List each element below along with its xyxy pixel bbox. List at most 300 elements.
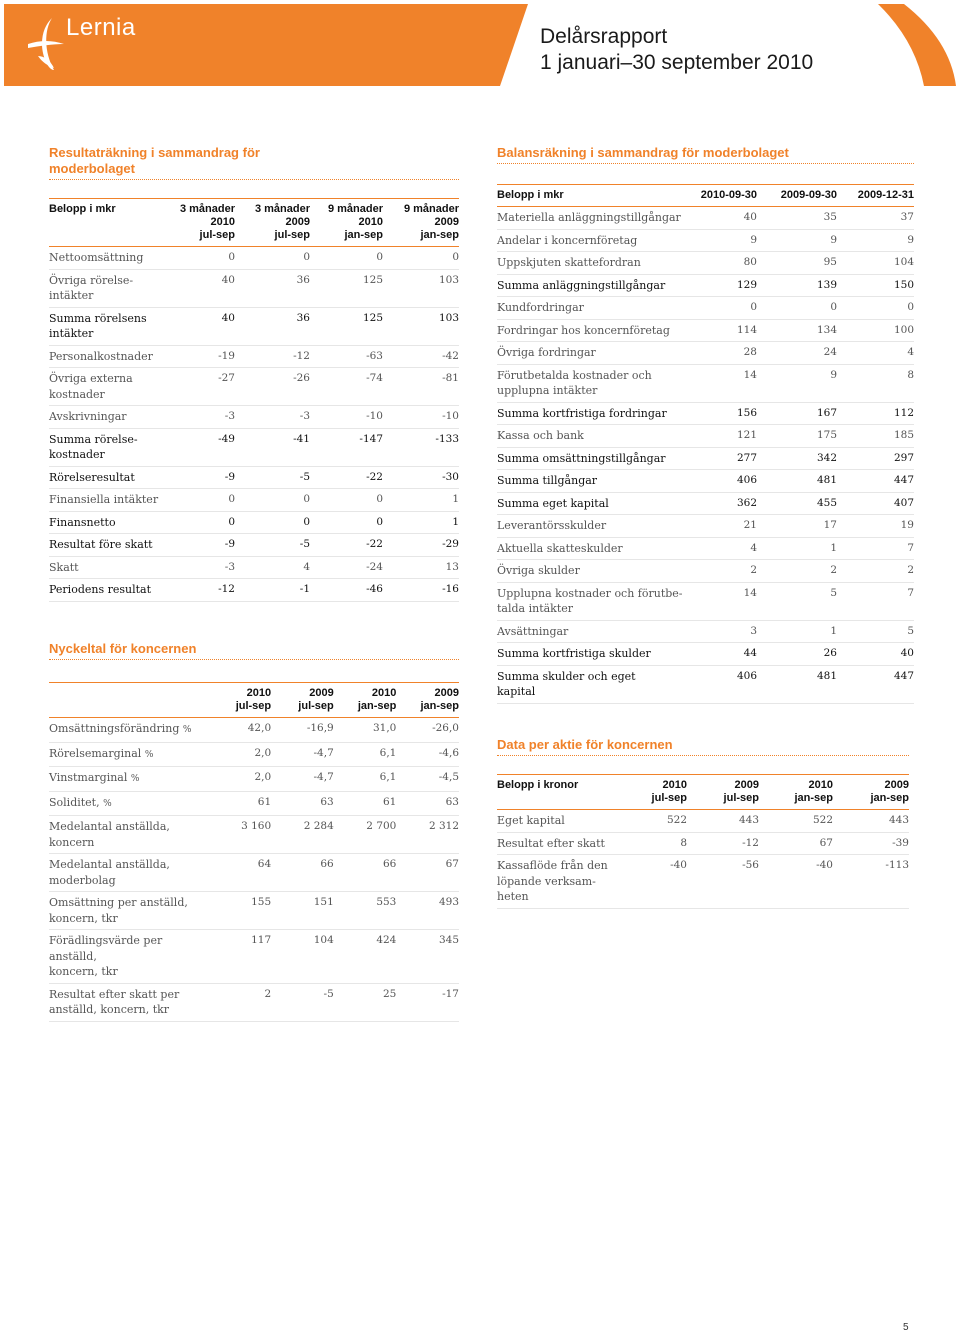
balance-sheet-table (497, 184, 914, 704)
row-label (497, 319, 697, 342)
cell-value: 8 (617, 832, 687, 855)
cell-value: 155 (211, 892, 272, 930)
row-label-line: Fordringar hos koncernföretag (497, 323, 670, 337)
row-label-line: Resultat efter skatt (497, 836, 605, 850)
cell-value: 9 (837, 229, 914, 252)
cell-value: 447 (837, 470, 914, 493)
table-row (49, 406, 459, 429)
cell-value: 26 (757, 643, 837, 666)
cell-value: 125 (310, 307, 383, 345)
cell-value: 167 (757, 402, 837, 425)
header-text: 2010 (210, 216, 235, 228)
table-row (497, 643, 914, 666)
column-header (617, 775, 687, 810)
header-text: 2009 (434, 216, 459, 228)
row-label-text: Soliditet, (49, 795, 100, 809)
cell-value: 150 (837, 274, 914, 297)
row-label-text: Omsättningsförändring (49, 722, 180, 735)
cell-value: -30 (383, 466, 459, 489)
cell-value: 2 (697, 560, 757, 583)
cell-value: -22 (310, 534, 383, 557)
cell-value: 63 (271, 791, 334, 816)
cell-value: 125 (310, 269, 383, 307)
cell-value: 139 (757, 274, 837, 297)
cell-value: 42,0 (211, 718, 272, 743)
column-header (687, 775, 759, 810)
header-text: 9 månader (403, 203, 459, 215)
row-label-line: upplupna intäkter (497, 384, 598, 397)
column-header (235, 199, 310, 247)
cell-value: 2 700 (334, 816, 397, 854)
row-label-text: Vinstmarginal (49, 771, 128, 784)
row-label-line: Leverantörsskulder (497, 519, 607, 532)
table-row (497, 620, 914, 643)
cell-value: 80 (697, 252, 757, 275)
cell-value: 0 (179, 511, 235, 534)
row-label-line: Avsättningar (497, 624, 569, 638)
table-row (49, 791, 459, 816)
cell-value: 455 (757, 492, 837, 515)
table-row (49, 247, 459, 270)
table-row (49, 854, 459, 892)
table-row (497, 425, 914, 448)
cell-value: 0 (310, 247, 383, 270)
header-text: jan-sep (794, 792, 833, 804)
row-label-line: Rörelseresultat (49, 470, 135, 484)
header-text: 2009-09-30 (780, 189, 837, 201)
cell-value: 35 (757, 207, 837, 230)
cell-value: -46 (310, 579, 383, 602)
table-row (497, 447, 914, 470)
row-label (49, 466, 179, 489)
row-label-line: Omsättning per anställd, (49, 896, 188, 909)
row-label (497, 620, 697, 643)
table-row (497, 252, 914, 275)
cell-value: 1 (757, 620, 837, 643)
table-row (497, 855, 909, 909)
cell-value: 0 (697, 297, 757, 320)
table-row (497, 229, 914, 252)
row-label (497, 515, 697, 538)
cell-value: 44 (697, 643, 757, 666)
table-row (49, 556, 459, 579)
cell-value: 156 (697, 402, 757, 425)
cell-value: 3 (697, 620, 757, 643)
column-header (179, 199, 235, 247)
row-label-line: Eget kapital (497, 814, 565, 827)
cell-value: 5 (837, 620, 914, 643)
header-text: Belopp i mkr (49, 203, 116, 215)
row-label-line: Medelantal anställda, (49, 820, 170, 833)
row-label (49, 307, 179, 345)
cell-value: 2,0 (211, 767, 272, 792)
cell-value: 24 (757, 342, 837, 365)
cell-value: -74 (310, 368, 383, 406)
cell-value: 1 (757, 537, 837, 560)
table-row (49, 466, 459, 489)
cell-value: -81 (383, 368, 459, 406)
cell-value: -10 (310, 406, 383, 429)
cell-value: 7 (837, 537, 914, 560)
cell-value: 134 (757, 319, 837, 342)
row-label (49, 428, 179, 466)
cell-value: -5 (235, 466, 310, 489)
cell-value: 151 (271, 892, 334, 930)
row-label-line (49, 746, 205, 764)
row-label (49, 791, 211, 816)
cell-value: 2 312 (396, 816, 459, 854)
row-label (497, 207, 697, 230)
cell-value: 175 (757, 425, 837, 448)
row-label-line: Summa skulder och eget (497, 669, 636, 683)
header-text: jul-sep (199, 229, 235, 241)
row-label-line: Övriga rörelse- (49, 273, 134, 287)
cell-value: -41 (235, 428, 310, 466)
cell-value: -42 (383, 345, 459, 368)
table-row (49, 930, 459, 984)
table-row (49, 816, 459, 854)
cell-value: 14 (697, 364, 757, 402)
cell-value: -147 (310, 428, 383, 466)
row-label-line: Materiella anläggningstillgångar (497, 211, 681, 224)
row-label (497, 665, 697, 703)
header-text: jan-sep (870, 792, 909, 804)
cell-value: 345 (396, 930, 459, 984)
row-label-line: intäkter (49, 289, 94, 302)
row-label (497, 560, 697, 583)
cell-value: 443 (687, 810, 759, 833)
row-label (497, 342, 697, 365)
table-row (49, 511, 459, 534)
cell-value: 104 (837, 252, 914, 275)
cell-value: -133 (383, 428, 459, 466)
cell-value: 121 (697, 425, 757, 448)
cell-value: -27 (179, 368, 235, 406)
cell-value: -12 (687, 832, 759, 855)
cell-value: 362 (697, 492, 757, 515)
cell-value: -56 (687, 855, 759, 909)
cell-value: -12 (235, 345, 310, 368)
cell-value: 2 (211, 983, 272, 1021)
cell-value: 6,1 (334, 767, 397, 792)
header-label (49, 199, 179, 247)
table-row (497, 832, 909, 855)
header-text: jul-sep (723, 792, 759, 804)
cell-value: 2 (757, 560, 837, 583)
cell-value: 17 (757, 515, 837, 538)
header-label (497, 185, 697, 207)
cell-value: 25 (334, 983, 397, 1021)
cell-value: -22 (310, 466, 383, 489)
cell-value: 40 (179, 269, 235, 307)
table-row (497, 402, 914, 425)
cell-value: 9 (757, 229, 837, 252)
table-row (497, 582, 914, 620)
income-title-line1: Resultaträkning i sammandrag för (49, 145, 260, 160)
column-header (759, 775, 833, 810)
header-text: jan-sep (420, 700, 459, 712)
cell-value: -12 (179, 579, 235, 602)
row-label-line: Summa eget kapital (497, 496, 609, 510)
cell-value: -26,0 (396, 718, 459, 743)
row-label-line: Kassaflöde från den (497, 859, 608, 872)
cell-value: 406 (697, 665, 757, 703)
logo-text: Lernia (66, 14, 136, 41)
row-label-line (49, 770, 205, 788)
header-text: 3 månader (254, 203, 310, 215)
cell-value: 407 (837, 492, 914, 515)
row-label (497, 855, 617, 909)
table-row (49, 983, 459, 1021)
row-label (49, 368, 179, 406)
cell-value: 36 (235, 269, 310, 307)
header-text: 2009 (434, 687, 459, 699)
cell-value: 406 (697, 470, 757, 493)
row-label-line: Andelar i koncernföretag (497, 233, 638, 247)
row-label (497, 425, 697, 448)
cell-value: 19 (837, 515, 914, 538)
table-row (497, 810, 909, 833)
cell-value: -40 (759, 855, 833, 909)
table-row (49, 767, 459, 792)
header-text: Belopp i mkr (497, 189, 564, 201)
row-label-line: Summa kortfristiga fordringar (497, 406, 667, 420)
cell-value: 2,0 (211, 742, 272, 767)
cell-value: 103 (383, 307, 459, 345)
row-label-line: Summa tillgångar (497, 474, 598, 487)
row-label-line: intäkter (49, 327, 94, 340)
table-row (49, 534, 459, 557)
row-label-line: Övriga externa (49, 372, 133, 385)
cell-value: -16 (383, 579, 459, 602)
row-label (49, 406, 179, 429)
row-label-line: Avskrivningar (49, 410, 127, 423)
row-label (497, 582, 697, 620)
row-label-line: löpande verksam- (497, 874, 596, 888)
cell-value: 100 (837, 319, 914, 342)
cell-value: 104 (271, 930, 334, 984)
table-row (497, 537, 914, 560)
cell-value: 3 160 (211, 816, 272, 854)
row-label-line: Upplupna kostnader och förutbe- (497, 586, 683, 600)
cell-value: 7 (837, 582, 914, 620)
row-label-line: kostnader (49, 448, 105, 461)
unit-label: % (182, 725, 192, 735)
table-header-row (49, 683, 459, 718)
cell-value: 0 (837, 297, 914, 320)
row-label-line: koncern (49, 835, 95, 849)
table-row (497, 207, 914, 230)
cell-value: 0 (179, 489, 235, 512)
table-row (49, 892, 459, 930)
header-text: 2010 (246, 687, 272, 699)
header-banner (0, 0, 960, 86)
cell-value: 37 (837, 207, 914, 230)
cell-value: 40 (697, 207, 757, 230)
cell-value: 66 (271, 854, 334, 892)
row-label (497, 447, 697, 470)
row-label (497, 643, 697, 666)
row-label (49, 579, 179, 602)
cell-value: 64 (211, 854, 272, 892)
row-label (49, 556, 179, 579)
cell-value: 4 (235, 556, 310, 579)
header-text: 2010-09-30 (700, 189, 757, 201)
page-header (0, 0, 960, 86)
row-label (49, 511, 179, 534)
table-row (497, 470, 914, 493)
cell-value: 13 (383, 556, 459, 579)
cell-value: -9 (179, 534, 235, 557)
cell-value: -24 (310, 556, 383, 579)
cell-value: -39 (833, 832, 909, 855)
cell-value: 522 (617, 810, 687, 833)
row-label (49, 854, 211, 892)
row-label-line (49, 721, 205, 739)
cell-value: 67 (396, 854, 459, 892)
row-label (497, 229, 697, 252)
row-label (49, 930, 211, 984)
table-row (49, 368, 459, 406)
cell-value: 0 (310, 511, 383, 534)
cell-value: -4,5 (396, 767, 459, 792)
table-row (497, 274, 914, 297)
cell-value: -4,7 (271, 742, 334, 767)
row-label (497, 402, 697, 425)
row-label (49, 983, 211, 1021)
header-text: 2009 (285, 216, 310, 228)
cell-value: 0 (235, 247, 310, 270)
row-label-line: Förädlingsvärde per anställd, (49, 934, 163, 963)
column-header (697, 185, 757, 207)
cell-value: 0 (179, 247, 235, 270)
header-text: 2009-12-31 (857, 189, 914, 201)
cell-value: 185 (837, 425, 914, 448)
column-header (271, 683, 334, 718)
row-label (49, 742, 211, 767)
row-label-line: talda intäkter (497, 602, 574, 615)
row-label-line: Resultat före skatt (49, 538, 153, 551)
table-row (49, 345, 459, 368)
table-row (497, 319, 914, 342)
row-label (497, 832, 617, 855)
row-label-line: Uppskjuten skattefordran (497, 256, 641, 269)
cell-value: 31,0 (334, 718, 397, 743)
header-text: 2009 (734, 779, 759, 791)
cell-value: -10 (383, 406, 459, 429)
column-header (211, 683, 272, 718)
cell-value: 61 (334, 791, 397, 816)
header-text: jan-sep (420, 229, 459, 241)
unit-label: % (103, 798, 112, 809)
table-row (497, 665, 914, 703)
cell-value: -4,6 (396, 742, 459, 767)
cell-value: -3 (179, 406, 235, 429)
row-label-line: Summa rörelsens (49, 311, 147, 325)
cell-value: 129 (697, 274, 757, 297)
unit-label: % (130, 774, 140, 784)
cell-value: -5 (271, 983, 334, 1021)
cell-value: -29 (383, 534, 459, 557)
cell-value: -5 (235, 534, 310, 557)
row-label (49, 816, 211, 854)
table-row (49, 428, 459, 466)
header-text: jan-sep (357, 700, 397, 712)
row-label (497, 470, 697, 493)
table-row (497, 297, 914, 320)
row-label (497, 537, 697, 560)
row-label (497, 492, 697, 515)
cell-value: 342 (757, 447, 837, 470)
row-label (49, 489, 179, 512)
row-label-line: Resultat efter skatt per (49, 987, 180, 1001)
cell-value: -16,9 (271, 718, 334, 743)
cell-value: 424 (334, 930, 397, 984)
row-label (497, 297, 697, 320)
cell-value: 28 (697, 342, 757, 365)
cell-value: -3 (235, 406, 310, 429)
cell-value: 443 (833, 810, 909, 833)
cell-value: -17 (396, 983, 459, 1021)
header-text: 2010 (371, 687, 397, 699)
cell-value: 447 (837, 665, 914, 703)
cell-value: -9 (179, 466, 235, 489)
cell-value: 0 (383, 247, 459, 270)
cell-value: 481 (757, 470, 837, 493)
column-header (383, 199, 459, 247)
header-text: jul-sep (298, 700, 334, 712)
per-share-title: Data per aktie för koncernen (497, 737, 909, 756)
income-statement-table (49, 198, 459, 602)
cell-value: 2 (837, 560, 914, 583)
header-text: 2009 (309, 687, 334, 699)
header-text: 2010 (662, 779, 687, 791)
cell-value: 95 (757, 252, 837, 275)
table-header-row (497, 185, 914, 207)
table-row (497, 342, 914, 365)
report-title-line2: 1 januari–30 september 2010 (540, 51, 814, 74)
cell-value: 0 (235, 511, 310, 534)
row-label-line: kostnader (49, 387, 105, 401)
per-share-table (497, 774, 909, 909)
row-label-line: Aktuella skatteskulder (497, 541, 623, 555)
row-label-line: Summa kortfristiga skulder (497, 647, 651, 660)
cell-value: 36 (235, 307, 310, 345)
column-header (310, 199, 383, 247)
cell-value: 63 (396, 791, 459, 816)
table-row (497, 560, 914, 583)
cell-value: 1 (383, 511, 459, 534)
table-row (497, 492, 914, 515)
table-row (49, 489, 459, 512)
header-text: 2009 (884, 779, 909, 791)
header-text: jul-sep (274, 229, 310, 241)
table-row (49, 579, 459, 602)
header-text: jan-sep (344, 229, 383, 241)
row-label-line: Förutbetalda kostnader och (497, 368, 652, 382)
column-header (837, 185, 914, 207)
cell-value: 481 (757, 665, 837, 703)
cell-value: 0 (310, 489, 383, 512)
row-label-line: Kundfordringar (497, 301, 584, 314)
report-title-line1: Delårsrapport (540, 25, 668, 48)
cell-value: 8 (837, 364, 914, 402)
header-text: 9 månader (327, 203, 383, 215)
row-label (49, 534, 179, 557)
cell-value: 4 (697, 537, 757, 560)
row-label-line: koncern, tkr (49, 911, 118, 925)
row-label (49, 247, 179, 270)
